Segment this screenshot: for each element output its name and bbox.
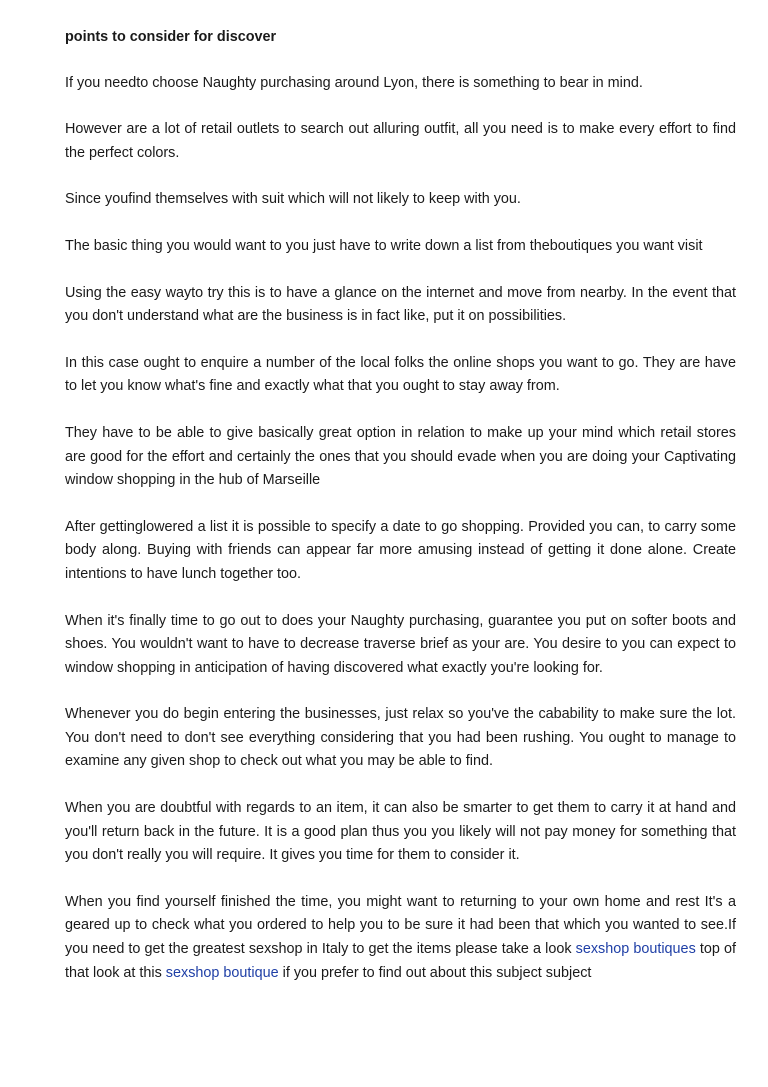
- paragraph-4: The basic thing you would want to you just have to write down a list from theboutiques you want visit: [65, 237, 703, 254]
- paragraph-9: When it's finally time to go out to does your Naughty purchasing, guarantee you put on softer boots and shoes. You wouldn't want to have to decrease traverse brief as your are. You desire to you can expect to window shopping in anticipation of having discovered what exactly you're looking for.: [65, 612, 736, 676]
- final-text-1: When you find yourself finished the time, you might want to returning to your own home and rest It's a geared up to check what you ordered to help you to be sure it had been that which you wanted to see.If you need to get the greatest sexshop in Italy to get the items please take a look: [65, 893, 736, 958]
- paragraph-6: In this case ought to enquire a number of the local folks the online shops you want to go. They are have to let you know what's fine and exactly what that you ought to stay away from.: [65, 354, 736, 395]
- paragraph-5: Using the easy wayto try this is to have a glance on the internet and move from nearby. In the event that you don't understand what are the business is in fact like, put it on possibilities.: [65, 284, 736, 325]
- paragraph-2: However are a lot of retail outlets to search out alluring outfit, all you need is to make every effort to find the perfect colors.: [65, 121, 736, 161]
- document-title: points to consider for discover: [65, 29, 277, 45]
- final-text-3: if you prefer to find out about this subject subject: [278, 964, 592, 981]
- paragraph-8: After gettinglowered a list it is possible to specify a date to go shopping. Provided you can, to carry some body along. Buying with friends can appear far more amusing instead of getting it done alone. Create intentions to have lunch together too.: [65, 518, 736, 582]
- paragraph-1: If you needto choose Naughty purchasing around Lyon, there is something to bear in mind.: [65, 74, 643, 91]
- paragraph-7: They have to be able to give basically great option in relation to make up your mind which retail stores are good for the effort and certainly the ones that you should evade when you are doing your Captivating window shopping in the hub of Marseille: [65, 424, 736, 489]
- paragraph-3: Since youfind themselves with suit which will not likely to keep with you.: [65, 191, 521, 208]
- paragraph-final: [65, 891, 736, 985]
- sexshop-boutique-link[interactable]: sexshop boutique: [165, 964, 279, 981]
- sexshop-boutiques-link[interactable]: sexshop boutiques: [575, 941, 696, 958]
- paragraph-10: Whenever you do begin entering the businesses, just relax so you've the cabability to make sure the lot. You don't need to don't see everything considering that you had been rushing. You ought to manage to examine any given shop to check out what you may be able to find.: [65, 706, 736, 770]
- final-text-2: top of that look at this: [65, 941, 736, 981]
- document-page: [65, 26, 736, 1008]
- paragraph-11: When you are doubtful with regards to an item, it can also be smarter to get them to carry it at hand and you'll return back in the future. It is a good plan thus you you likely will not pay money for something that you don't really you will require. It gives you time for them to consider it.: [65, 800, 736, 864]
